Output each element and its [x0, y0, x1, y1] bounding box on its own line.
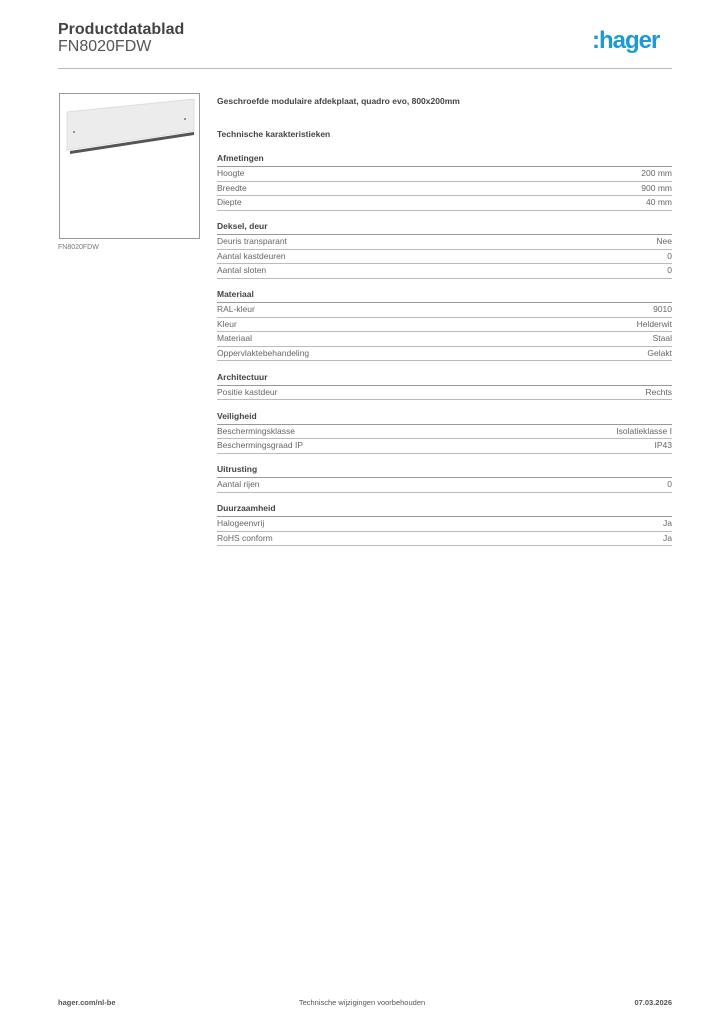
spec-row: [217, 303, 672, 318]
spec-row: [217, 439, 672, 454]
spec-row: [217, 182, 672, 197]
spec-value: 40 mm: [646, 197, 672, 207]
spec-label: Hoogte: [217, 168, 245, 178]
spec-section: [217, 220, 672, 279]
product-image: [59, 93, 200, 239]
spec-section: [217, 152, 672, 211]
spec-label: Positie kastdeur: [217, 386, 278, 397]
section-heading: Veiligheid: [217, 410, 672, 425]
spec-label: Aantal rijen: [217, 479, 260, 489]
spec-row: [217, 264, 672, 279]
image-caption: FN8020FDW: [58, 244, 99, 251]
spec-row: [217, 532, 672, 547]
spec-row: [217, 332, 672, 347]
spec-value: Ja: [663, 518, 672, 528]
hager-logo: :hager: [592, 27, 660, 54]
spec-label: Aantal kastdeuren: [217, 250, 286, 261]
spec-label: Deuris transparant: [217, 236, 287, 246]
spec-row: [217, 425, 672, 440]
spec-label: Kleur: [217, 318, 237, 329]
spec-section: [217, 502, 672, 546]
spec-row: [217, 517, 672, 532]
spec-label: Breedte: [217, 182, 247, 193]
section-heading: Duurzaamheid: [217, 502, 672, 517]
spec-row: [217, 386, 672, 401]
spec-value: Isolatieklasse I: [616, 425, 672, 436]
tech-heading: Technische karakteristieken: [217, 129, 331, 139]
spec-label: Oppervlaktebehandeling: [217, 347, 310, 358]
spec-section: [217, 463, 672, 493]
spec-label: Beschermingsklasse: [217, 425, 295, 436]
section-heading: Uitrusting: [217, 463, 672, 478]
footer-date: 07.03.2026: [634, 998, 672, 1007]
cover-plate-illustration: [60, 94, 199, 238]
product-title: Geschroefde modulaire afdekplaat, quadro evo, 800x200mm: [217, 96, 460, 106]
spec-label: Diepte: [217, 197, 242, 207]
spec-label: RoHS conform: [217, 532, 273, 543]
page-title: Productdatablad: [58, 21, 185, 38]
section-heading: Materiaal: [217, 288, 672, 303]
spec-value: Helderwit: [636, 318, 672, 329]
spec-section: [217, 410, 672, 454]
spec-value: 0: [667, 250, 672, 261]
spec-content: [217, 96, 672, 556]
spec-value: Ja: [663, 532, 672, 543]
section-heading: Architectuur: [217, 371, 672, 386]
product-code: FN8020FDW: [58, 38, 152, 55]
spec-label: Halogeenvrij: [217, 518, 265, 528]
spec-value: 0: [667, 265, 672, 275]
spec-sections: [217, 152, 672, 546]
spec-value: Rechts: [645, 386, 672, 397]
spec-value: 9010: [653, 304, 672, 314]
spec-value: 900 mm: [641, 182, 672, 193]
spec-label: Beschermingsgraad IP: [217, 440, 303, 450]
spec-value: Nee: [656, 236, 672, 246]
spec-row: [217, 235, 672, 250]
header-divider: [58, 68, 672, 69]
spec-row: [217, 167, 672, 182]
spec-value: 0: [667, 479, 672, 489]
spec-section: [217, 371, 672, 401]
spec-value: Staal: [652, 333, 672, 343]
spec-row: [217, 250, 672, 265]
spec-row: [217, 478, 672, 493]
section-heading: Deksel, deur: [217, 220, 672, 235]
footer-disclaimer: Technische wijzigingen voorbehouden: [298, 998, 426, 1007]
section-heading: Afmetingen: [217, 152, 672, 167]
spec-section: [217, 288, 672, 361]
spec-label: Aantal sloten: [217, 265, 267, 275]
spec-value: 200 mm: [641, 168, 672, 178]
spec-row: [217, 196, 672, 211]
spec-value: IP43: [654, 440, 672, 450]
spec-row: [217, 318, 672, 333]
spec-label: RAL-kleur: [217, 304, 255, 314]
spec-label: Materiaal: [217, 333, 252, 343]
spec-value: Gelakt: [647, 347, 672, 358]
footer-website: hager.com/nl-be: [58, 998, 116, 1007]
spec-row: [217, 347, 672, 362]
